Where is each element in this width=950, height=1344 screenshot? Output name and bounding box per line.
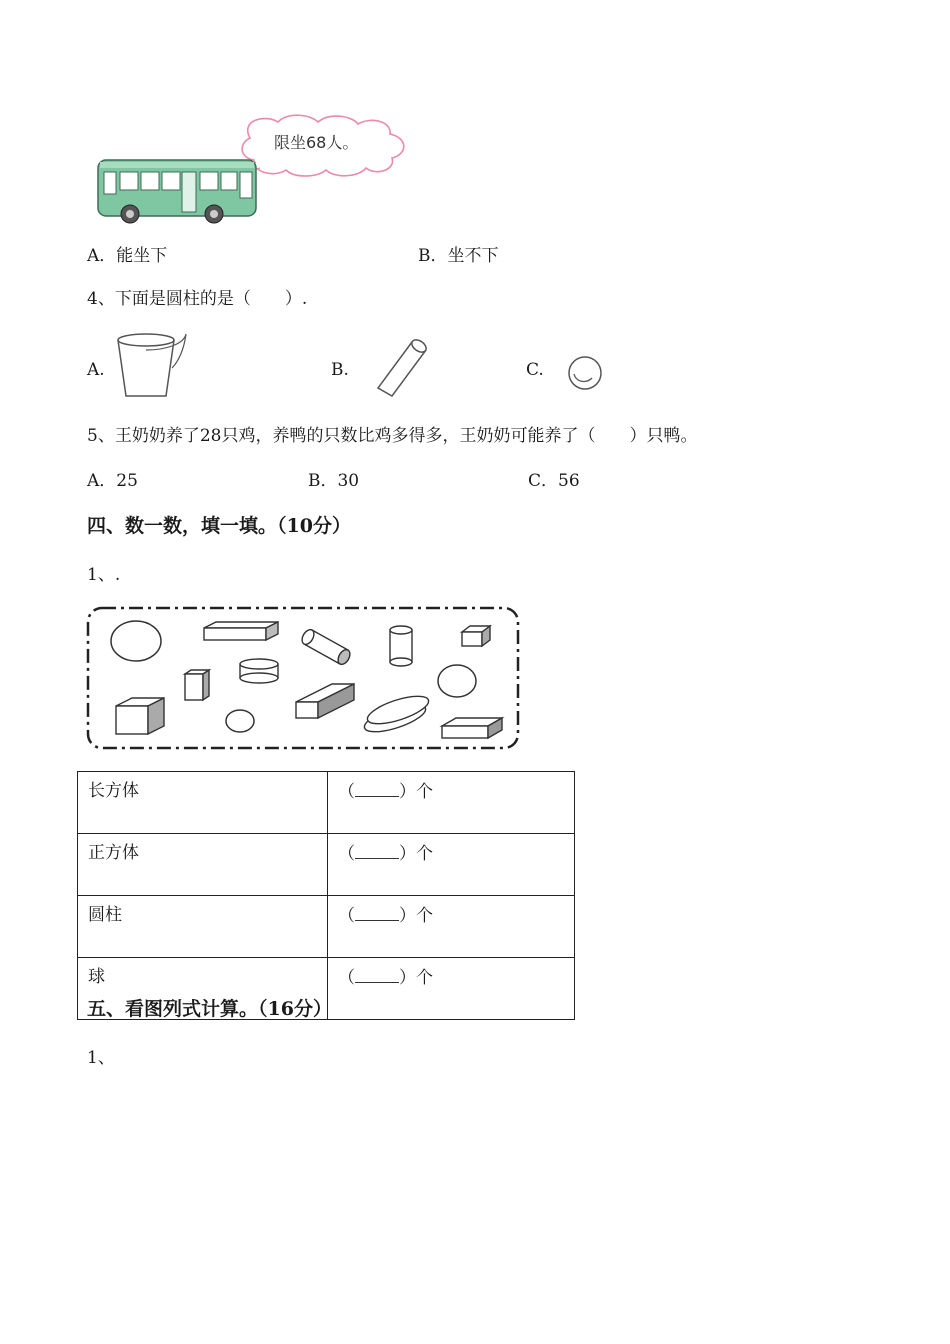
close-paren-unit: ）个 bbox=[399, 844, 433, 864]
open-paren: （ bbox=[338, 844, 355, 864]
q5-option-a: A．25 bbox=[87, 471, 138, 491]
table-row bbox=[78, 834, 575, 896]
q4-option-c-label: C. bbox=[526, 360, 544, 380]
sphere-image bbox=[566, 354, 604, 392]
table-row bbox=[78, 896, 575, 958]
open-paren: （ bbox=[338, 906, 355, 926]
count-answer-cell[interactable] bbox=[328, 834, 575, 896]
close-paren-unit: ）个 bbox=[399, 906, 433, 926]
bus bbox=[98, 160, 256, 223]
shape-count-table bbox=[77, 771, 575, 1020]
shape-name-cell: 球 bbox=[78, 958, 328, 1020]
cylinder-image bbox=[372, 334, 432, 400]
answer-blank[interactable] bbox=[355, 780, 399, 797]
close-paren-unit: ）个 bbox=[399, 968, 433, 988]
q3-option-a: A．能坐下 bbox=[87, 246, 168, 266]
q4-question: 4、下面是圆柱的是（ ）. bbox=[87, 289, 308, 309]
open-paren: （ bbox=[338, 968, 355, 988]
section4-item-number: 1、. bbox=[87, 565, 121, 585]
shapes-picture bbox=[84, 604, 524, 754]
answer-blank[interactable] bbox=[355, 966, 399, 983]
bus-illustration bbox=[90, 110, 420, 228]
q3-option-b: B．坐不下 bbox=[418, 246, 499, 266]
count-answer-cell[interactable] bbox=[328, 772, 575, 834]
q5-option-b: B．30 bbox=[308, 471, 360, 491]
section4-heading: 四、数一数，填一填。（10分） bbox=[87, 515, 351, 537]
answer-blank[interactable] bbox=[355, 842, 399, 859]
bucket-image bbox=[112, 328, 194, 402]
open-paren: （ bbox=[338, 782, 355, 802]
shape-name-cell: 长方体 bbox=[78, 772, 328, 834]
q4-option-b-label: B. bbox=[331, 360, 349, 380]
section5-heading: 五、看图列式计算。（16分） bbox=[87, 998, 332, 1020]
count-answer-cell[interactable] bbox=[328, 896, 575, 958]
section5-item-number: 1、 bbox=[87, 1048, 115, 1068]
shape-name-cell: 圆柱 bbox=[78, 896, 328, 958]
close-paren-unit: ）个 bbox=[399, 782, 433, 802]
count-answer-cell[interactable] bbox=[328, 958, 575, 1020]
shape-name-cell: 正方体 bbox=[78, 834, 328, 896]
q5-question: 5、王奶奶养了28只鸡，养鸭的只数比鸡多得多，王奶奶可能养了（ ）只鸭。 bbox=[87, 426, 698, 446]
bubble-text: 限坐68人。 bbox=[274, 133, 359, 152]
table-row bbox=[78, 772, 575, 834]
q5-option-c: C．56 bbox=[528, 471, 580, 491]
q4-option-a-label: A. bbox=[87, 360, 105, 380]
answer-blank[interactable] bbox=[355, 904, 399, 921]
